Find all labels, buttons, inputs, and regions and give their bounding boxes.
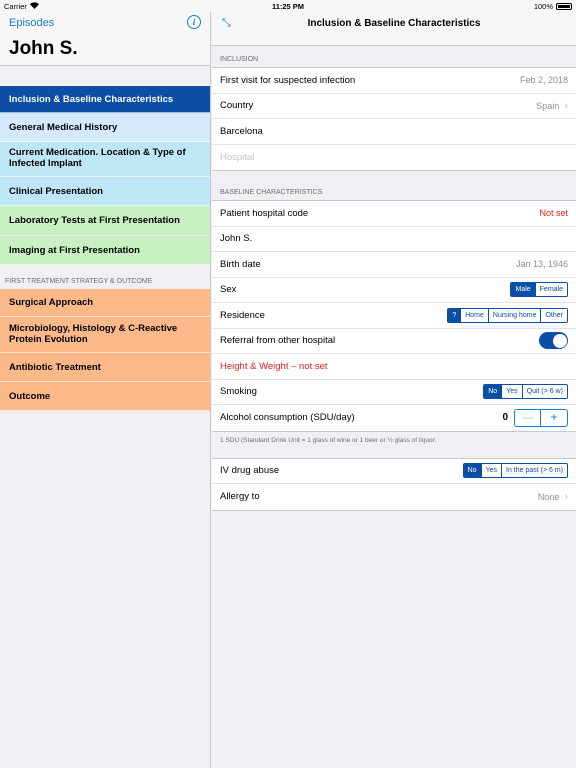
height-weight-label: Height & Weight – not set [220,360,328,372]
country-value: Spain [536,100,560,111]
hospital-code-label: Patient hospital code [220,207,309,219]
birth-date-label: Birth date [220,258,261,270]
alcohol-row [212,405,576,431]
referral-toggle[interactable] [539,332,568,349]
page-title: Inclusion & Baseline Characteristics [307,18,481,29]
sidebar-item-laboratory-tests[interactable] [0,206,210,236]
expand-icon[interactable]: ⤡ [222,17,231,29]
allergy-value: None [537,491,560,502]
alcohol-stepper-wrap [502,409,568,427]
hospital-code-value: Not set [539,208,568,219]
detail-pane [212,0,576,768]
country-row[interactable] [212,94,576,120]
sex-option-male[interactable]: Male [511,283,534,296]
patient-name: John S. [9,38,78,59]
smoking-row [212,380,576,406]
first-visit-label: First visit for suspected infection [220,74,356,86]
info-icon[interactable]: i [187,15,201,29]
city-field[interactable] [212,119,576,145]
hospital-placeholder: Hospital [220,151,255,163]
battery-icon [556,3,572,10]
hospital-code-row[interactable] [212,201,576,227]
sex-option-female[interactable]: Female [535,283,567,296]
episodes-back-button[interactable]: Episodes [9,17,55,29]
chevron-right-icon: › [564,99,568,112]
battery-percent: 100% [533,1,553,11]
sidebar-item-label: Imaging at First Presentation [9,244,140,256]
smoking-option-quit[interactable]: Quit (> 6 w) [522,385,567,398]
section-header-baseline: BASELINE CHARACTERISTICS [220,189,323,196]
country-value-wrap [536,100,568,112]
allergy-value-wrap [538,491,568,503]
sidebar-item-label: Microbiology, Histology & C-Reactive Protein Evolution [9,322,178,345]
chevron-right-icon: › [564,490,568,503]
section-header-inclusion: INCLUSION [220,56,259,63]
residence-option-unknown[interactable]: ? [448,309,460,322]
iv-drug-row [212,459,576,485]
decrement-button[interactable]: — [515,410,541,426]
sidebar-item-label: General Medical History [9,121,118,133]
increment-button[interactable]: + [550,409,558,424]
baseline-group [212,200,576,432]
sidebar-item-surgical-approach[interactable] [0,289,210,317]
iv-option-yes[interactable]: Yes [481,464,501,477]
residence-label: Residence [220,309,265,321]
sex-row [212,278,576,304]
sex-segmented-control [510,282,568,297]
clock: 11:25 PM [271,1,305,11]
inclusion-group [212,67,576,171]
sidebar-item-antibiotic-treatment[interactable] [0,353,210,382]
residence-option-other[interactable]: Other [540,309,567,322]
sidebar-item-label: Current Medication. Location & Type of Infected Implant [9,147,186,169]
carrier-label: Carrier [4,1,27,11]
referral-row [212,329,576,355]
sidebar-item-label: Laboratory Tests at First Presentation [9,215,180,226]
smoking-option-no[interactable]: No [484,385,501,398]
sidebar-item-microbiology[interactable] [0,317,210,353]
patient-name-field[interactable] [212,227,576,253]
additional-group [212,458,576,511]
sidebar-item-inclusion[interactable] [0,86,210,113]
birth-date-value: Jan 13, 1946 [515,259,568,270]
hospital-field[interactable] [212,145,576,171]
smoking-option-yes[interactable]: Yes [501,385,521,398]
sidebar-section-list [0,86,210,411]
city-value: Barcelona [220,125,263,137]
residence-option-nursing-home[interactable]: Nursing home [488,309,541,322]
sex-label: Sex [220,284,237,296]
residence-row [212,303,576,329]
smoking-segmented-control [483,384,568,399]
iv-drug-label: IV drug abuse [220,465,280,477]
sidebar-item-current-medication[interactable] [0,142,210,177]
first-visit-value: Feb 2, 2018 [519,75,568,86]
sidebar-item-label: Outcome [9,390,51,402]
iv-option-past[interactable]: In the past (> 6 m) [501,464,567,477]
residence-segmented-control [447,308,568,323]
alcohol-label: Alcohol consumption (SDU/day) [220,412,355,424]
status-bar [0,0,576,12]
residence-option-home[interactable]: Home [460,309,488,322]
patient-name-value: John S. [220,233,253,245]
sidebar-item-label: Surgical Approach [9,297,94,308]
allergy-row[interactable] [212,484,576,510]
sidebar-item-outcome[interactable] [0,382,210,411]
sidebar-item-label: Antibiotic Treatment [9,361,101,373]
referral-label: Referral from other hospital [220,335,336,347]
allergy-label: Allergy to [220,491,260,503]
first-visit-row[interactable] [212,68,576,94]
smoking-label: Smoking [220,386,257,398]
birth-date-row[interactable] [212,252,576,278]
country-label: Country [220,100,254,112]
sidebar-item-clinical-presentation[interactable] [0,177,210,206]
height-weight-row[interactable] [212,354,576,380]
sidebar [0,0,211,768]
sidebar-item-imaging[interactable] [0,236,210,265]
sidebar-item-label: Clinical Presentation [9,185,103,197]
alcohol-stepper [514,409,568,427]
sidebar-section-header: FIRST TREATMENT STRATEGY & OUTCOME [5,278,153,285]
sidebar-item-medical-history[interactable] [0,113,210,142]
iv-option-no[interactable]: No [464,464,481,477]
alcohol-value: 0 [502,412,508,424]
sidebar-item-label: Inclusion & Baseline Characteristics [9,93,174,105]
sdu-footnote: 1 SDU (Standard Drink Unit = 1 glass of wine or 1 beer or ½ glass of liquor. [220,436,437,444]
iv-drug-segmented-control [463,463,568,478]
